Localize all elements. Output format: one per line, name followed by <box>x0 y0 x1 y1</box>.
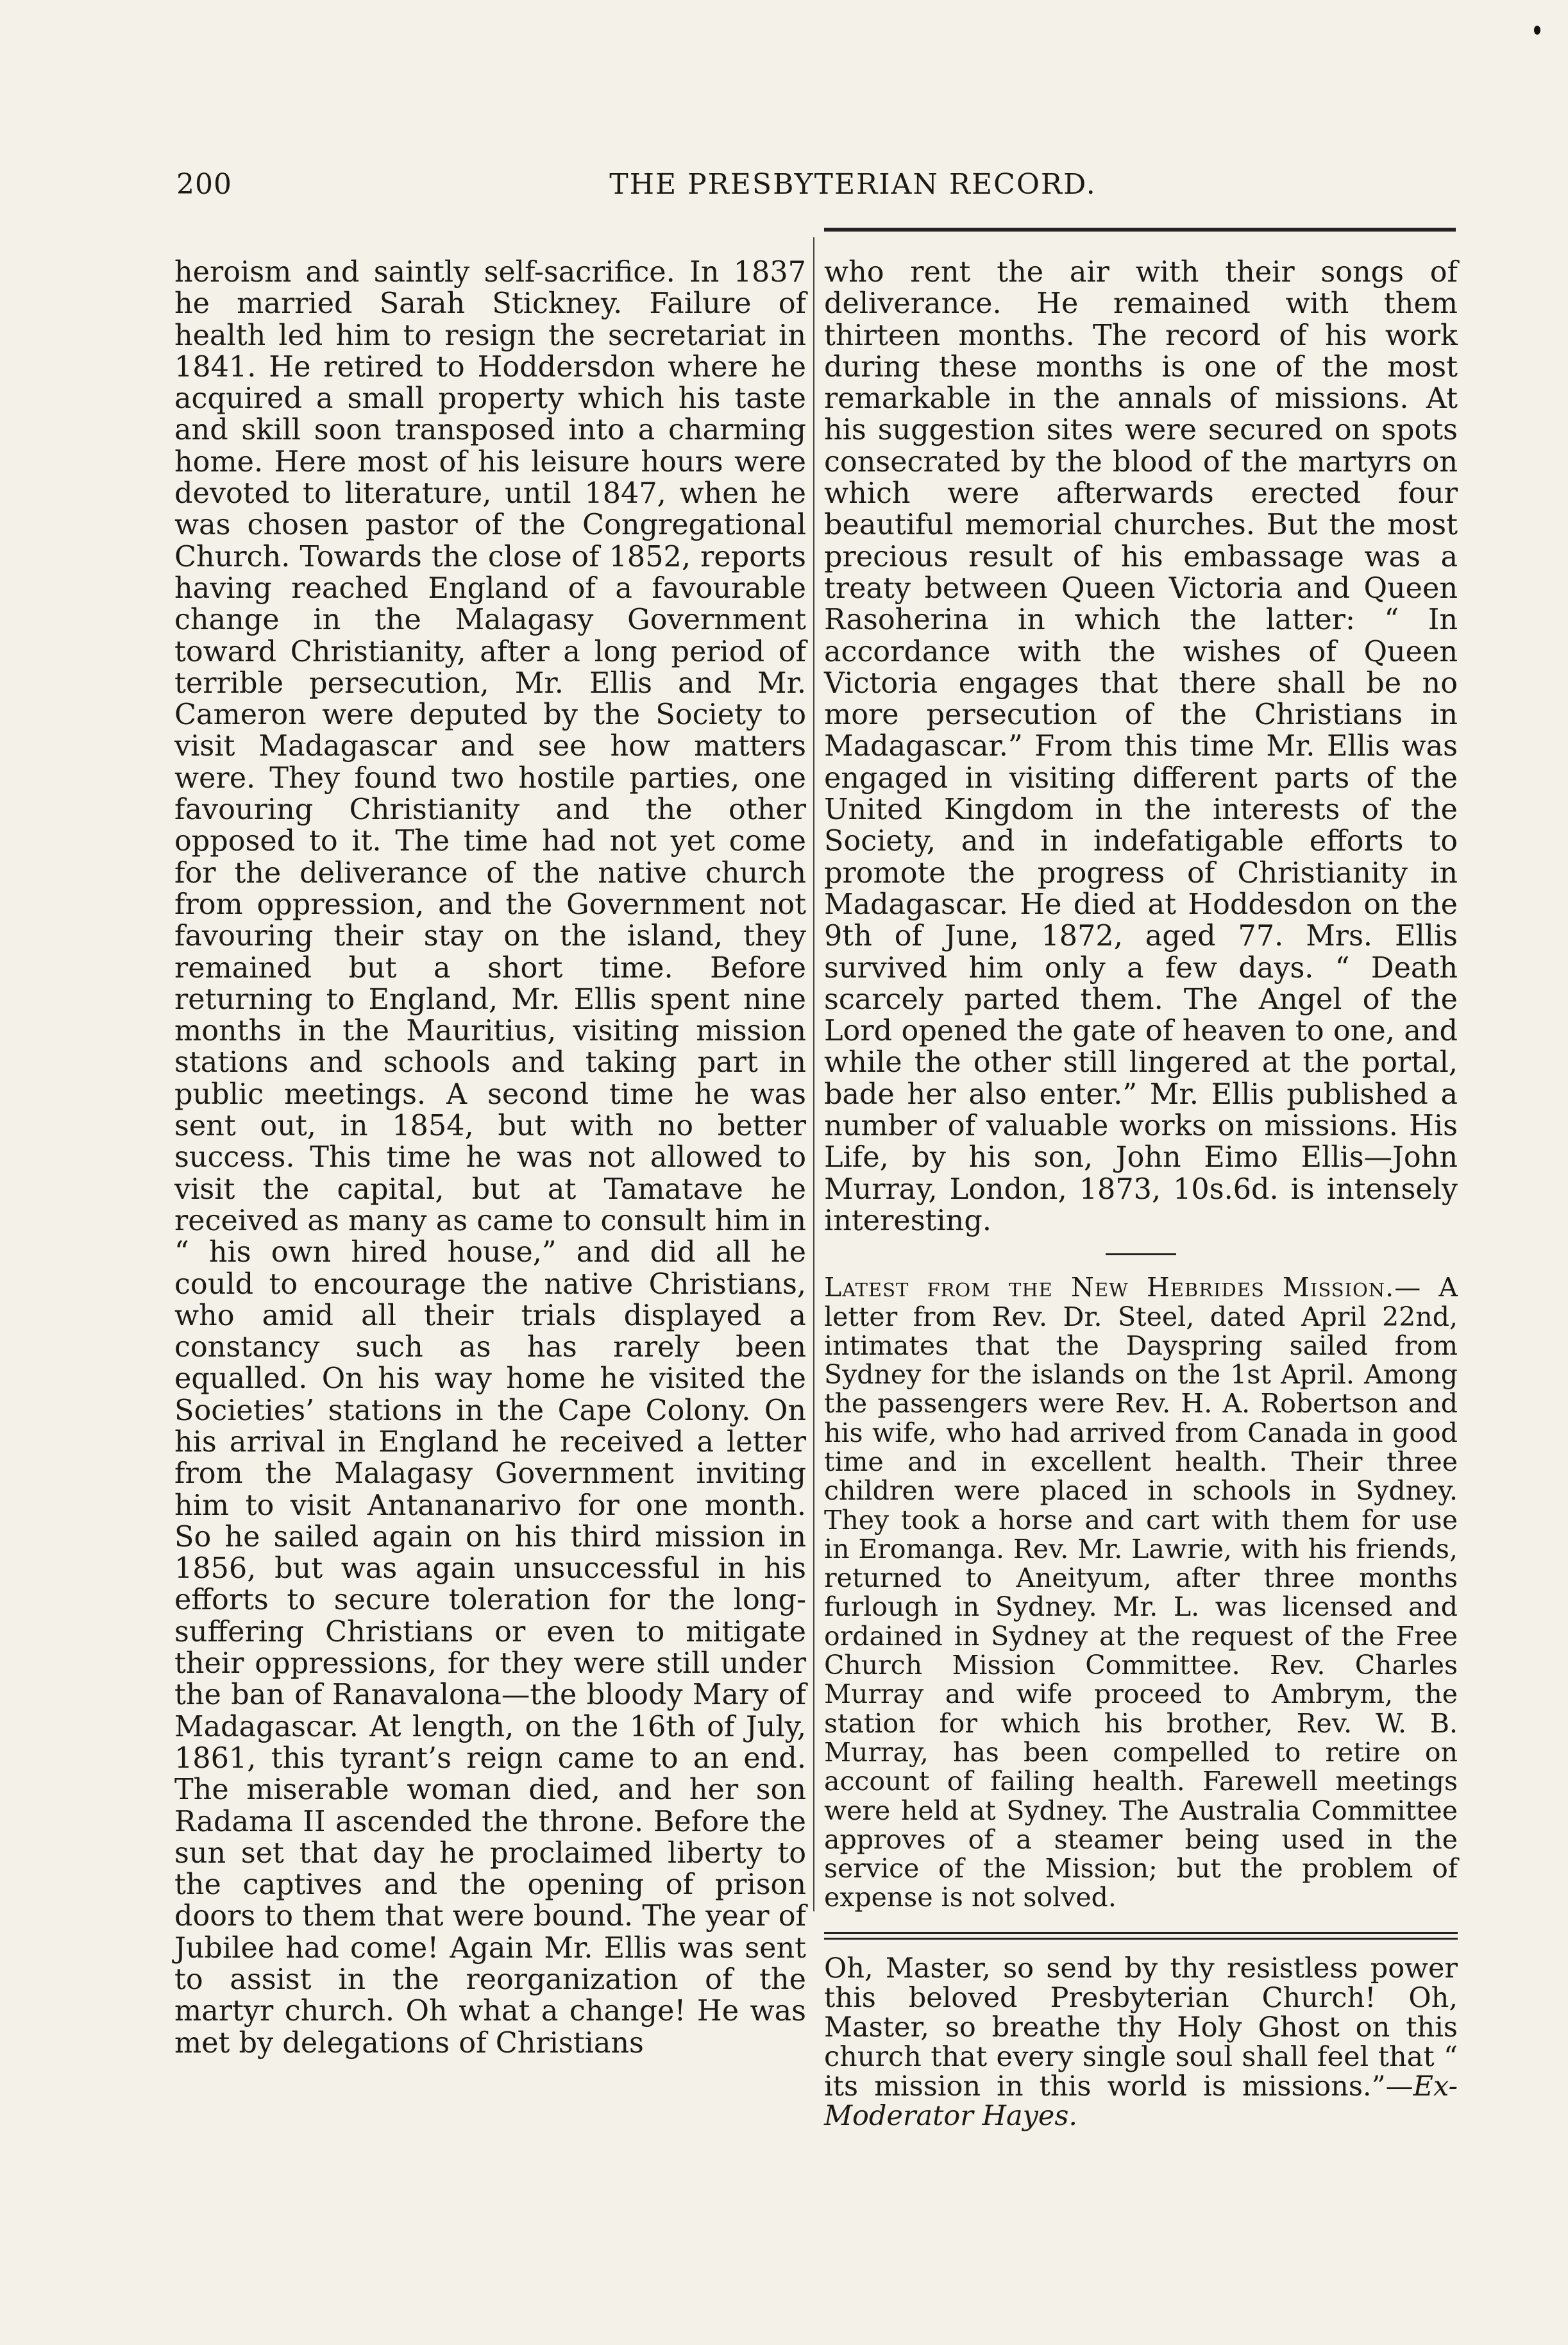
news-heading: Latest from the New Hebrides Mission.— <box>824 1272 1422 1303</box>
ink-speck <box>1534 26 1540 35</box>
section-rule <box>1106 1253 1176 1255</box>
right-column <box>824 257 1458 2131</box>
double-rule <box>824 1932 1458 1940</box>
article-text-right: who rent the air with their songs of deliverance. He remained with them thirteen months. The record of his work during these months is one of the most remarkable in the annals of missions. At his suggestion sites were secured on spots consecrated by the blood of the martyrs on which were afterwards erected four beautiful memorial churches. But the most precious result of his embassage was a treaty between Queen Victoria and Queen Rasoherina in which the latter: “ In accordance with the wishes of Queen Victoria engages that there shall be no more persecution of the Christians in Madagascar.” From this time Mr. Ellis was engaged in visiting different parts of the United Kingdom in the interests of the Society, and in indefatigable efforts to promote the progress of Christianity in Madagascar. He died at Hoddesdon on the 9th of June, 1872, aged 77. Mrs. Ellis survived him only a few days. “ Death scarcely parted them. The Angel of the Lord opened the gate of heaven to one, and while the other still lingered at the portal, bade her also enter.” Mr. Ellis published a number of valuable works on missions. His Life, by his son, John Eimo Ellis—John Murray, London, 1873, 10s.6d. is intensely interesting. <box>824 256 1458 1237</box>
column-divider <box>813 237 814 1911</box>
closing-quote <box>824 1954 1458 2131</box>
left-column <box>174 257 806 2059</box>
quote-text: Oh, Master, so send by thy resistless power this beloved Presbyterian Church! Oh, Master, so breathe thy Holy Ghost on this church that every single soul shall feel that “ its mission in this world is missions.”— <box>824 1952 1458 2103</box>
quote-attribution: Ex-Moderator Hayes. <box>824 2070 1458 2132</box>
article-text-left: heroism and saintly self-sacrifice. In 1837 he married Sarah Stickney. Failure of health led him to resign the secretariat in 1841. He retired to Hoddersdon where he acquired a small property which his taste and skill soon transposed into a charming home. Here most of his leisure hours were devoted to literature, until 1847, when he was chosen pastor of the Congregational Church. Towards the close of 1852, reports having reached England of a favourable change in the Malagasy Government toward Christianity, after a long period of terrible persecution, Mr. Ellis and Mr. Cameron were deputed by the Society to visit Madagascar and see how matters were. They found two hostile parties, one favouring Christianity and the other opposed to it. The time had not yet come for the deliverance of the native church from oppression, and the Government not favouring their stay on the island, they remained but a short time. Before returning to England, Mr. Ellis spent nine months in the Mauritius, visiting mission stations and schools and taking part in public meetings. A second time he was sent out, in 1854, but with no better success. This time he was not allowed to visit the capital, but at Tamatave he received as many as came to consult him in “ his own hired house,” and did all he could to encourage the native Christians, who amid all their trials displayed a constancy such as has rarely been equalled. On his way home he visited the Societies’ stations in the Cape Colony. On his arrival in England he received a letter from the Malagasy Government inviting him to visit Antananarivo for one month. So he sailed again on his third mission in 1856, but was again unsuccessful in his efforts to secure toleration for the long-suffering Christians or even to mitigate their oppressions, for they were still under the ban of Ranavalona—the bloody Mary of Madagascar. At length, on the 16th of July, 1861, this tyrant’s reign came to an end. The miserable woman died, and her son Radama II ascended the throne. Before the sun set that day he proclaimed liberty to the captives and the opening of prison doors to them that were bound. The year of Jubilee had come! Again Mr. Ellis was sent to assist in the reorganization of the martyr church. Oh what a change! He was met by delegations of Christians <box>174 256 806 2060</box>
news-text: A letter from Rev. Dr. Steel, dated April 22nd, intimates that the Dayspring sailed from Sydney for the islands on the 1st April. Among the passengers were Rev. H. A. Robertson and his wife, who had arrived from Canada in good time and in excellent health. Their three children were placed in schools in Sydney. They took a horse and cart with them for use in Eromanga. Rev. Mr. Lawrie, with his friends, returned to Aneityum, after three months furlough in Sydney. Mr. L. was licensed and ordained in Sydney at the request of the Free Church Mission Committee. Rev. Charles Murray and wife proceed to Ambrym, the station for which his brother, Rev. W. B. Murray, has been compelled to retire on account of failing health. Farewell meetings were held at Sydney. The Australia Committee approves of a steamer being used in the service of the Mission; but the problem of expense is not solved. <box>824 1272 1458 1913</box>
page-number: 200 <box>176 168 232 201</box>
page-header <box>176 168 1456 207</box>
running-head-title: THE PRESBYTERIAN RECORD. <box>609 168 1097 201</box>
news-item <box>824 1273 1458 1913</box>
header-rule <box>824 228 1456 232</box>
